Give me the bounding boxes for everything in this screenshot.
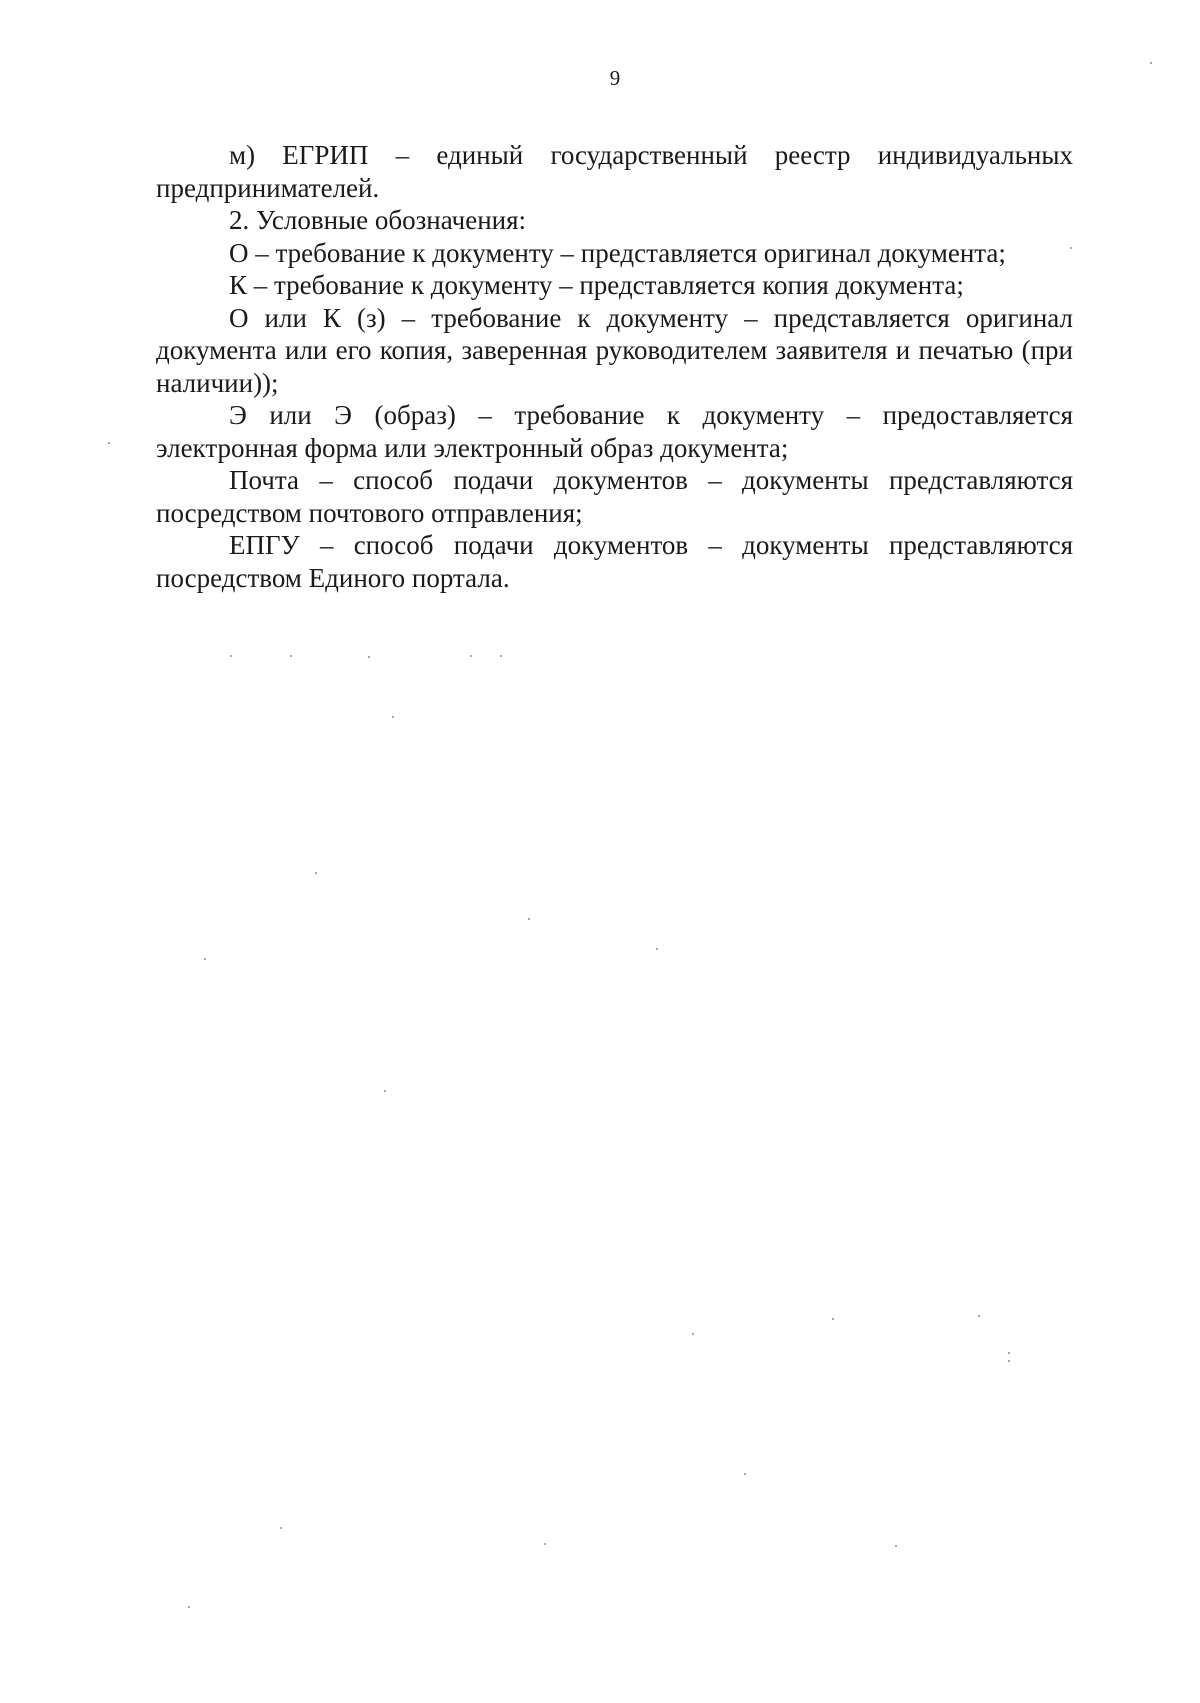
scan-speck <box>290 655 292 657</box>
page-number: 9 <box>609 66 621 90</box>
legend-mail: Почта – способ подачи документов – документы представляются посредством почтового отправления; <box>156 465 1073 528</box>
scan-speck <box>895 1545 897 1547</box>
scan-speck <box>500 655 502 657</box>
scan-speck <box>384 1090 386 1092</box>
scan-speck <box>368 656 370 658</box>
legend-epgu: ЕПГУ – способ подачи документов – документы представляются посредством Единого портала. <box>156 530 1073 593</box>
definition-egrip: м) ЕГРИП – единый государственный реестр индивидуальных предпринимателей. <box>156 140 1073 203</box>
scan-speck <box>280 1527 282 1529</box>
scan-speck <box>470 655 472 657</box>
scan-speck <box>978 1315 980 1317</box>
scan-speck <box>315 872 317 874</box>
scan-speck <box>230 655 232 657</box>
scan-speck <box>544 1543 546 1545</box>
legend-original-or-certified-copy: О или К (з) – требование к документу – представляется оригинал документа или его копия, заверенная руководителем заявителя и печатью (при наличии)); <box>156 302 1073 398</box>
legend-electronic: Э или Э (образ) – требование к документу – предоставляется электронная форма или электронный образ документа; <box>156 400 1073 463</box>
scan-speck <box>108 442 110 444</box>
scan-speck <box>656 948 658 950</box>
legend-heading: 2. Условные обозначения: <box>229 205 527 235</box>
scan-speck <box>528 918 530 920</box>
scan-speck <box>832 1318 834 1320</box>
scan-speck <box>744 1473 746 1475</box>
scan-speck <box>1008 1352 1010 1354</box>
document-body <box>156 139 1073 594</box>
legend-copy: К – требование к документу – представляется копия документа; <box>229 270 964 300</box>
scan-speck <box>1070 247 1072 249</box>
scan-speck <box>204 958 206 960</box>
scan-speck <box>188 1606 190 1608</box>
scan-speck <box>392 716 394 718</box>
scan-speck <box>1150 62 1152 64</box>
scan-speck <box>692 1333 694 1335</box>
legend-original: О – требование к документу – представляется оригинал документа; <box>229 237 1006 268</box>
scan-speck <box>1008 1360 1010 1362</box>
